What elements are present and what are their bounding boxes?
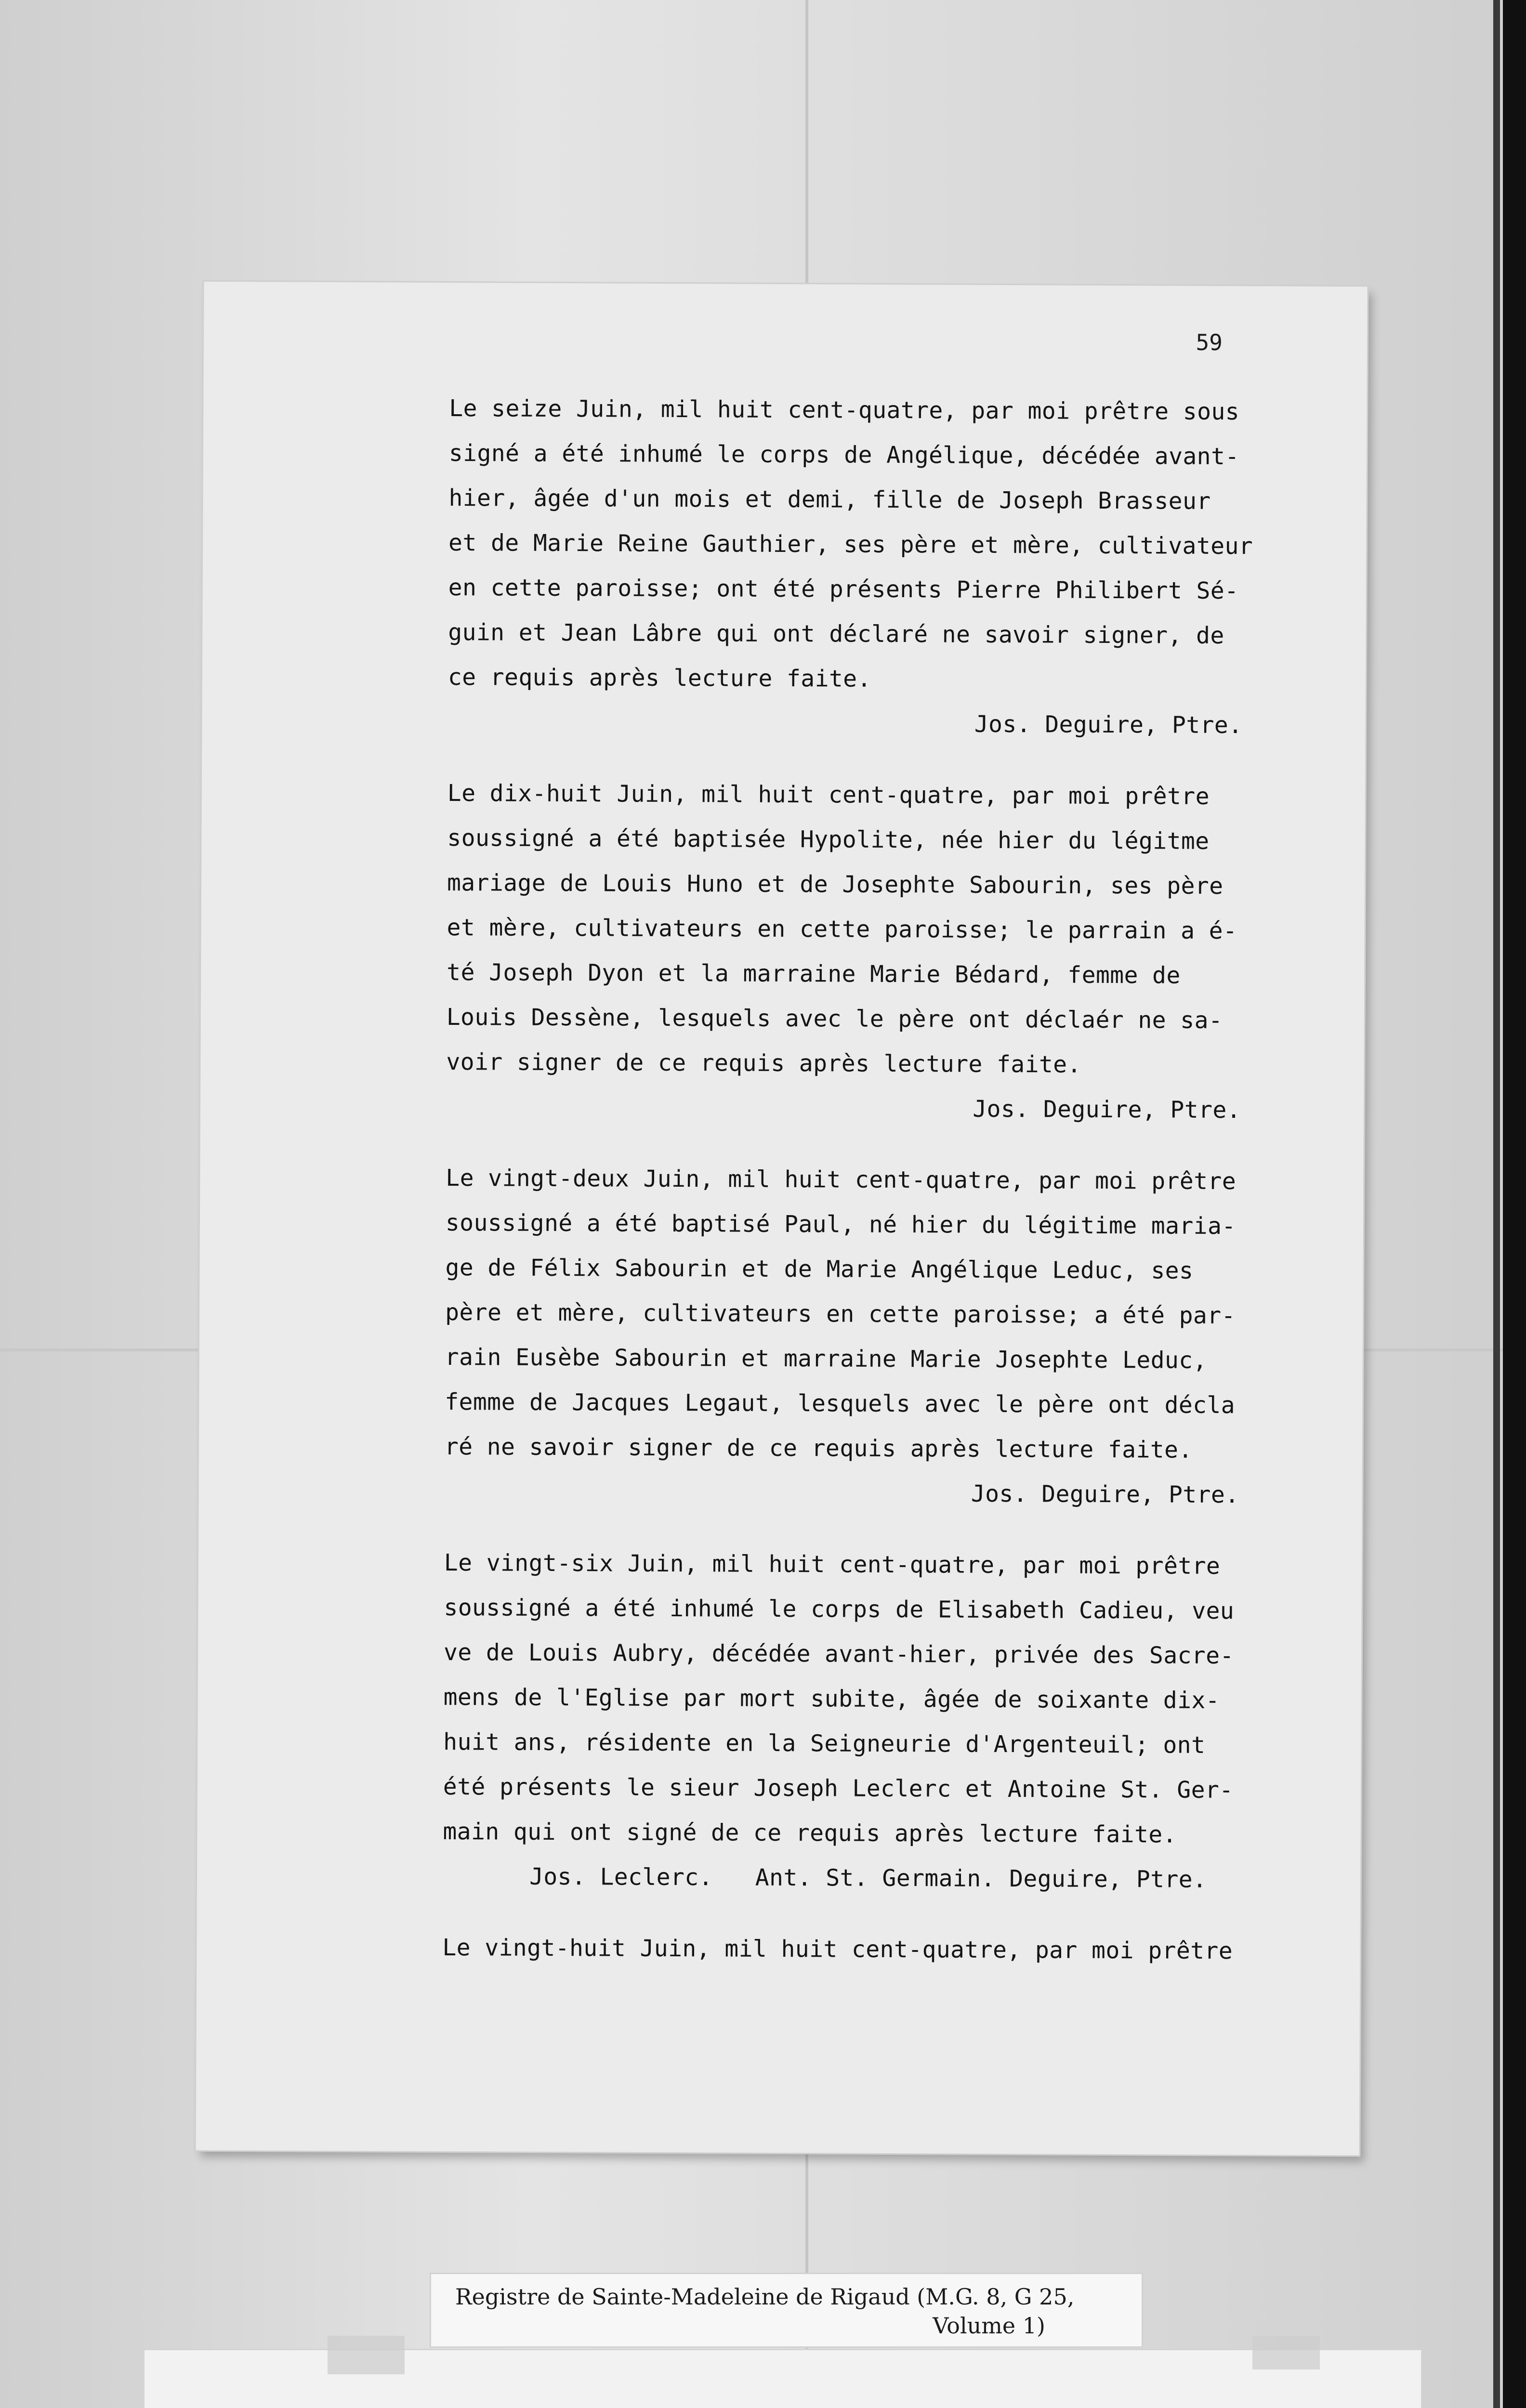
entry-line: soussigné a été baptisée Hypolite, née hier du légitme: [447, 824, 1210, 855]
entry-line: huit ans, résidente en la Seigneurie d'Argenteuil; ont: [443, 1728, 1206, 1759]
entry-line: en cette paroisse; ont été présents Pierre Philibert Sé-: [448, 574, 1239, 605]
entry-line: été présents le sieur Joseph Leclerc et Antoine St. Ger-: [443, 1773, 1234, 1804]
entry-line: Le vingt-huit Juin, mil huit cent-quatre, par moi prêtre: [442, 1934, 1233, 1965]
entry-line: Le dix-huit Juin, mil huit cent-quatre, par moi prêtre: [447, 779, 1210, 810]
register-label: [431, 2274, 1142, 2346]
entry-line: main qui ont signé de ce requis après lecture faite.: [443, 1818, 1177, 1848]
register-entries: [442, 386, 1297, 2001]
entry-signature: Jos. Deguire, Ptre.: [971, 1480, 1239, 1509]
entry-line: ve de Louis Aubry, décédée avant-hier, privée des Sacre-: [443, 1638, 1234, 1670]
register-page: [196, 282, 1368, 2156]
entry-line: ge de Félix Sabourin et de Marie Angélique Leduc, ses: [445, 1254, 1194, 1284]
entry-line: soussigné a été baptisé Paul, né hier du légitime maria-: [445, 1209, 1236, 1240]
entry-line: Le seize Juin, mil huit cent-quatre, par moi prêtre sous: [449, 394, 1240, 426]
entry-line: Louis Dessène, lesquels avec le père ont déclaér ne sa-: [446, 1003, 1223, 1034]
entry-line: voir signer de ce requis après lecture faite.: [446, 1048, 1081, 1078]
film-edge: [1503, 0, 1526, 2408]
register-label-line2: Volume 1): [933, 2313, 1045, 2339]
entry-line: ré ne savoir signer de ce requis après lecture faite.: [444, 1433, 1193, 1464]
film-edge-inner: [1493, 0, 1500, 2408]
register-entry: [444, 1156, 1293, 1518]
entry-line: ce requis après lecture faite.: [447, 663, 871, 693]
entry-line: signé a été inhumé le corps de Angélique, décédée avant-: [448, 439, 1239, 471]
archives-stamp: [145, 2350, 1421, 2408]
register-label-line1: Registre de Sainte-Madeleine de Rigaud (M.G. 8, G 25,: [455, 2284, 1075, 2310]
entry-line: rain Eusèbe Sabourin et marraine Marie Josephte Leduc,: [445, 1343, 1207, 1374]
entry-signature: Jos. Deguire, Ptre.: [973, 1095, 1241, 1124]
tape-strip: [1252, 2336, 1320, 2369]
entry-line: et de Marie Reine Gauthier, ses père et mère, cultivateur: [448, 529, 1253, 560]
register-entry: [447, 386, 1297, 748]
page-number: 59: [1196, 329, 1223, 355]
entry-line: guin et Jean Lâbre qui ont déclaré ne savoir signer, de: [448, 618, 1224, 649]
register-entry: [443, 1541, 1292, 1903]
entry-line: et mère, cultivateurs en cette paroisse; le parrain a é-: [447, 914, 1237, 945]
entry-line: hier, âgée d'un mois et demi, fille de Joseph Brasseur: [448, 484, 1211, 515]
entry-signature: Jos. Leclerc. Ant. St. Germain. Deguire, Ptre.: [529, 1863, 1207, 1893]
entry-line: mens de l'Eglise par mort subite, âgée de soixante dix-: [443, 1683, 1220, 1714]
entry-line: té Joseph Dyon et la marraine Marie Bédard, femme de: [447, 958, 1181, 989]
entry-line: père et mère, cultivateurs en cette paroisse; a été par-: [445, 1298, 1236, 1330]
entry-line: soussigné a été inhumé le corps de Elisabeth Cadieu, veu: [444, 1594, 1235, 1625]
register-entry: [446, 771, 1295, 1133]
entry-signature: Jos. Deguire, Ptre.: [974, 710, 1243, 739]
tape-strip: [328, 2336, 405, 2374]
entry-line: mariage de Louis Huno et de Josephte Sabourin, ses père: [447, 869, 1223, 900]
entry-line: Le vingt-deux Juin, mil huit cent-quatre, par moi prêtre: [446, 1164, 1237, 1195]
entry-line: femme de Jacques Legaut, lesquels avec le père ont décla: [445, 1388, 1236, 1419]
entry-line: Le vingt-six Juin, mil huit cent-quatre, par moi prêtre: [444, 1549, 1221, 1580]
register-entry: [442, 1925, 1290, 1974]
